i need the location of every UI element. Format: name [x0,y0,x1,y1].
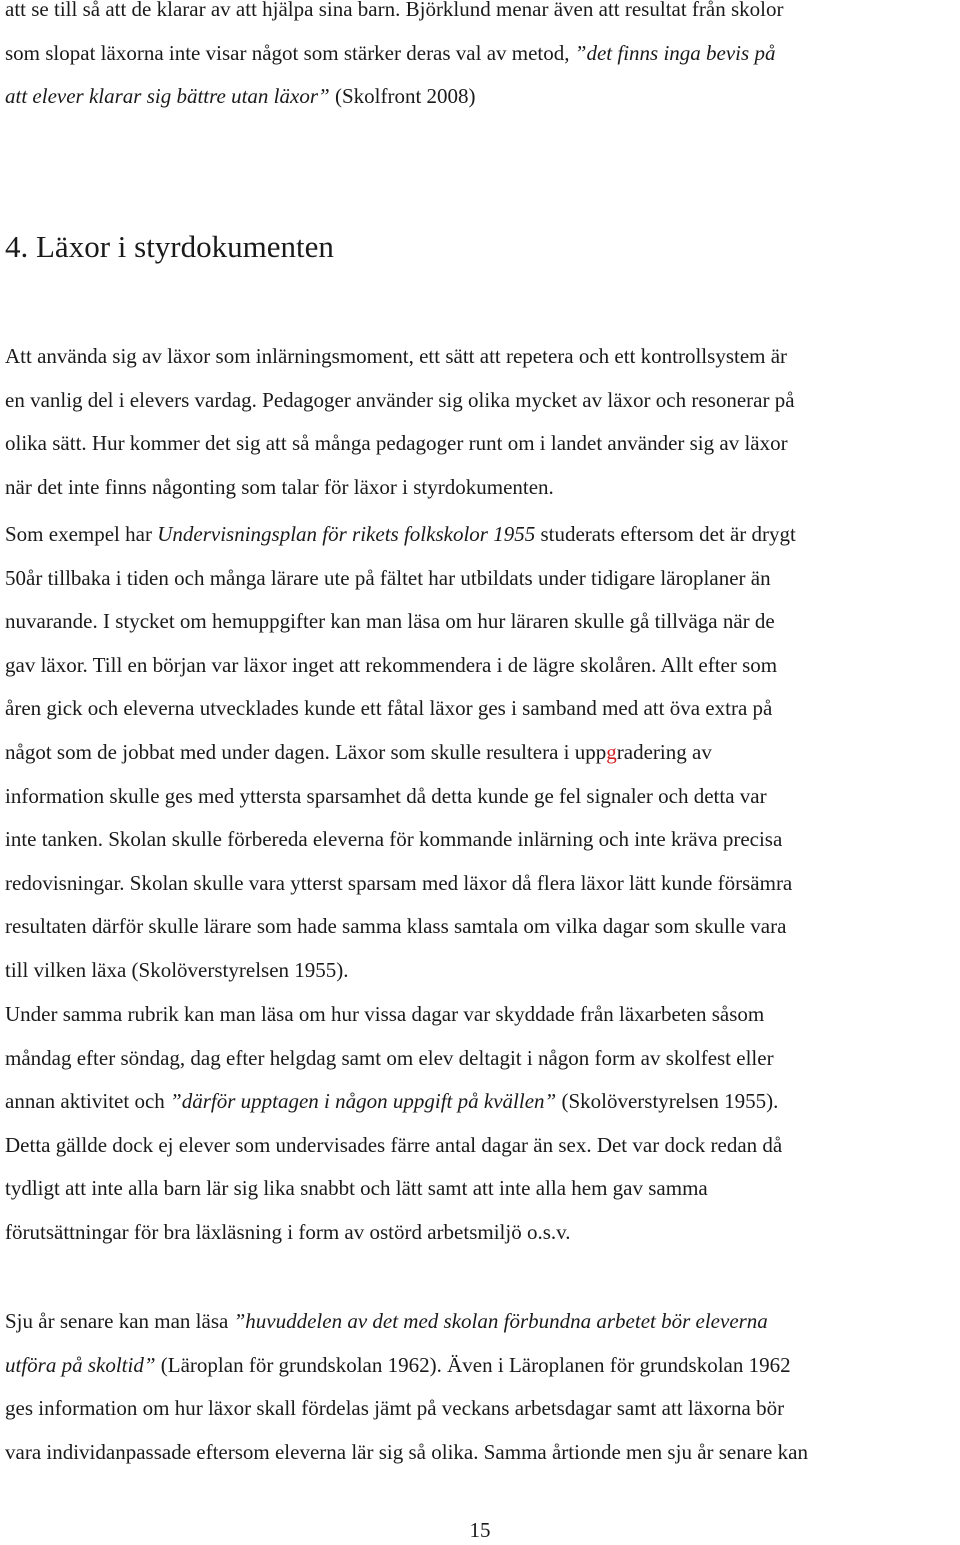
text-line [5,1300,957,1344]
quote-run: ”det finns inga bevis på [574,40,776,65]
intro-paragraph [5,0,957,119]
quote-run: ”därför upptagen i någon uppgift på kvällen” [170,1089,557,1114]
text-line [5,1080,957,1124]
text-line: när det inte finns någonting som talar för läxor i styrdokumenten. [5,474,554,499]
text-line: Under samma rubrik kan man läsa om hur vissa dagar var skyddade från läxarbeten såsom [5,1002,765,1026]
quote-run: ”huvuddelen av det med skolan förbundna arbetet bör eleverna [233,1309,768,1333]
text-line: en vanlig del i elevers vardag. Pedagoger använder sig olika mycket av läxor och resonerar på [5,387,795,412]
text-line: 50år tillbaka i tiden och många lärare ute på fältet har utbildats under tidigare läroplaner än [5,565,771,590]
text-line [5,731,957,775]
citation-run: (Läroplan för grundskolan 1962). Även i Läroplanen för grundskolan 1962 [155,1352,791,1377]
text-line: till vilken läxa (Skolöverstyrelsen 1955). [5,957,349,982]
text-line: åren gick och eleverna utvecklades kunde ett fåtal läxor ges i samband med att öva extra på [5,696,773,721]
title-run: Undervisningsplan för rikets folkskolor 1955 [157,522,536,546]
text-line: ges information om hur läxor skall fördelas jämt på veckans arbetsdagar samt att läxorna bör [5,1396,785,1421]
text-run: studerats eftersom det är drygt [535,522,796,546]
text-line: Detta gällde dock ej elever som undervisades färre antal dagar än sex. Det var dock redan då [5,1132,783,1157]
citation-run: (Skolöverstyrelsen 1955). [556,1089,779,1114]
text-run: Som exempel har [5,522,158,546]
page-number: 15 [469,1518,491,1542]
text-run: som slopat läxorna inte visar något som stärker deras val av metod, [5,40,575,65]
paragraph-1 [5,335,957,509]
paragraph-3 [5,993,957,1255]
text-line: tydligt att inte alla barn lär sig lika snabbt och lätt samt att inte alla hem gav samma [5,1176,708,1201]
text-run: något som de jobbat med under dagen. Läxor som skulle resultera i upp [5,739,607,764]
text-run: radering av [616,739,712,764]
text-line: måndag efter söndag, dag efter helgdag samt om elev deltagit i någon form av skolfest eller [5,1045,774,1070]
text-line: att se till så att de klarar av att hjälpa sina barn. Björklund menar även att resultat från skolor [5,0,784,21]
quote-run: utföra på skoltid” [5,1352,156,1377]
text-line: redovisningar. Skolan skulle vara ytterst sparsam med läxor då flera läxor lätt kunde försämra [5,870,793,895]
text-run: annan aktivitet och [5,1089,171,1114]
text-run: Sju år senare kan man läsa [5,1309,234,1333]
section-heading: 4. Läxor i styrdokumenten [5,229,334,264]
text-line: olika sätt. Hur kommer det sig att så många pedagoger runt om i landet använder sig av läxor [5,431,788,456]
text-line [5,32,957,76]
text-line: nuvarande. I stycket om hemuppgifter kan man läsa om hur läraren skulle gå tillväga när de [5,609,775,634]
paragraph-4 [5,1300,957,1474]
highlighted-letter: g [606,739,617,764]
quote-run: att elever klarar sig bättre utan läxor” [5,84,330,109]
text-line [5,513,957,557]
text-line: inte tanken. Skolan skulle förbereda eleverna för kommande inlärning och inte kräva precisa [5,827,783,852]
text-line: förutsättningar för bra läxläsning i form av ostörd arbetsmiljö o.s.v. [5,1219,571,1244]
text-line: information skulle ges med yttersta sparsamhet då detta kunde ge fel signaler och detta var [5,783,767,808]
paragraph-2 [5,513,957,993]
text-line: resultaten därför skulle lärare som hade samma klass samtala om vilka dagar som skulle vara [5,914,787,939]
text-line: gav läxor. Till en början var läxor inget att rekommendera i de lägre skolåren. Allt efter som [5,652,778,677]
text-line [5,1344,957,1388]
text-line: Att använda sig av läxor som inlärningsmoment, ett sätt att repetera och ett kontrollsystem är [5,344,788,368]
text-line [5,75,957,119]
citation-run: (Skolfront 2008) [329,84,476,109]
text-line: vara individanpassade eftersom eleverna lär sig så olika. Samma årtionde men sju år senare kan [5,1439,808,1464]
